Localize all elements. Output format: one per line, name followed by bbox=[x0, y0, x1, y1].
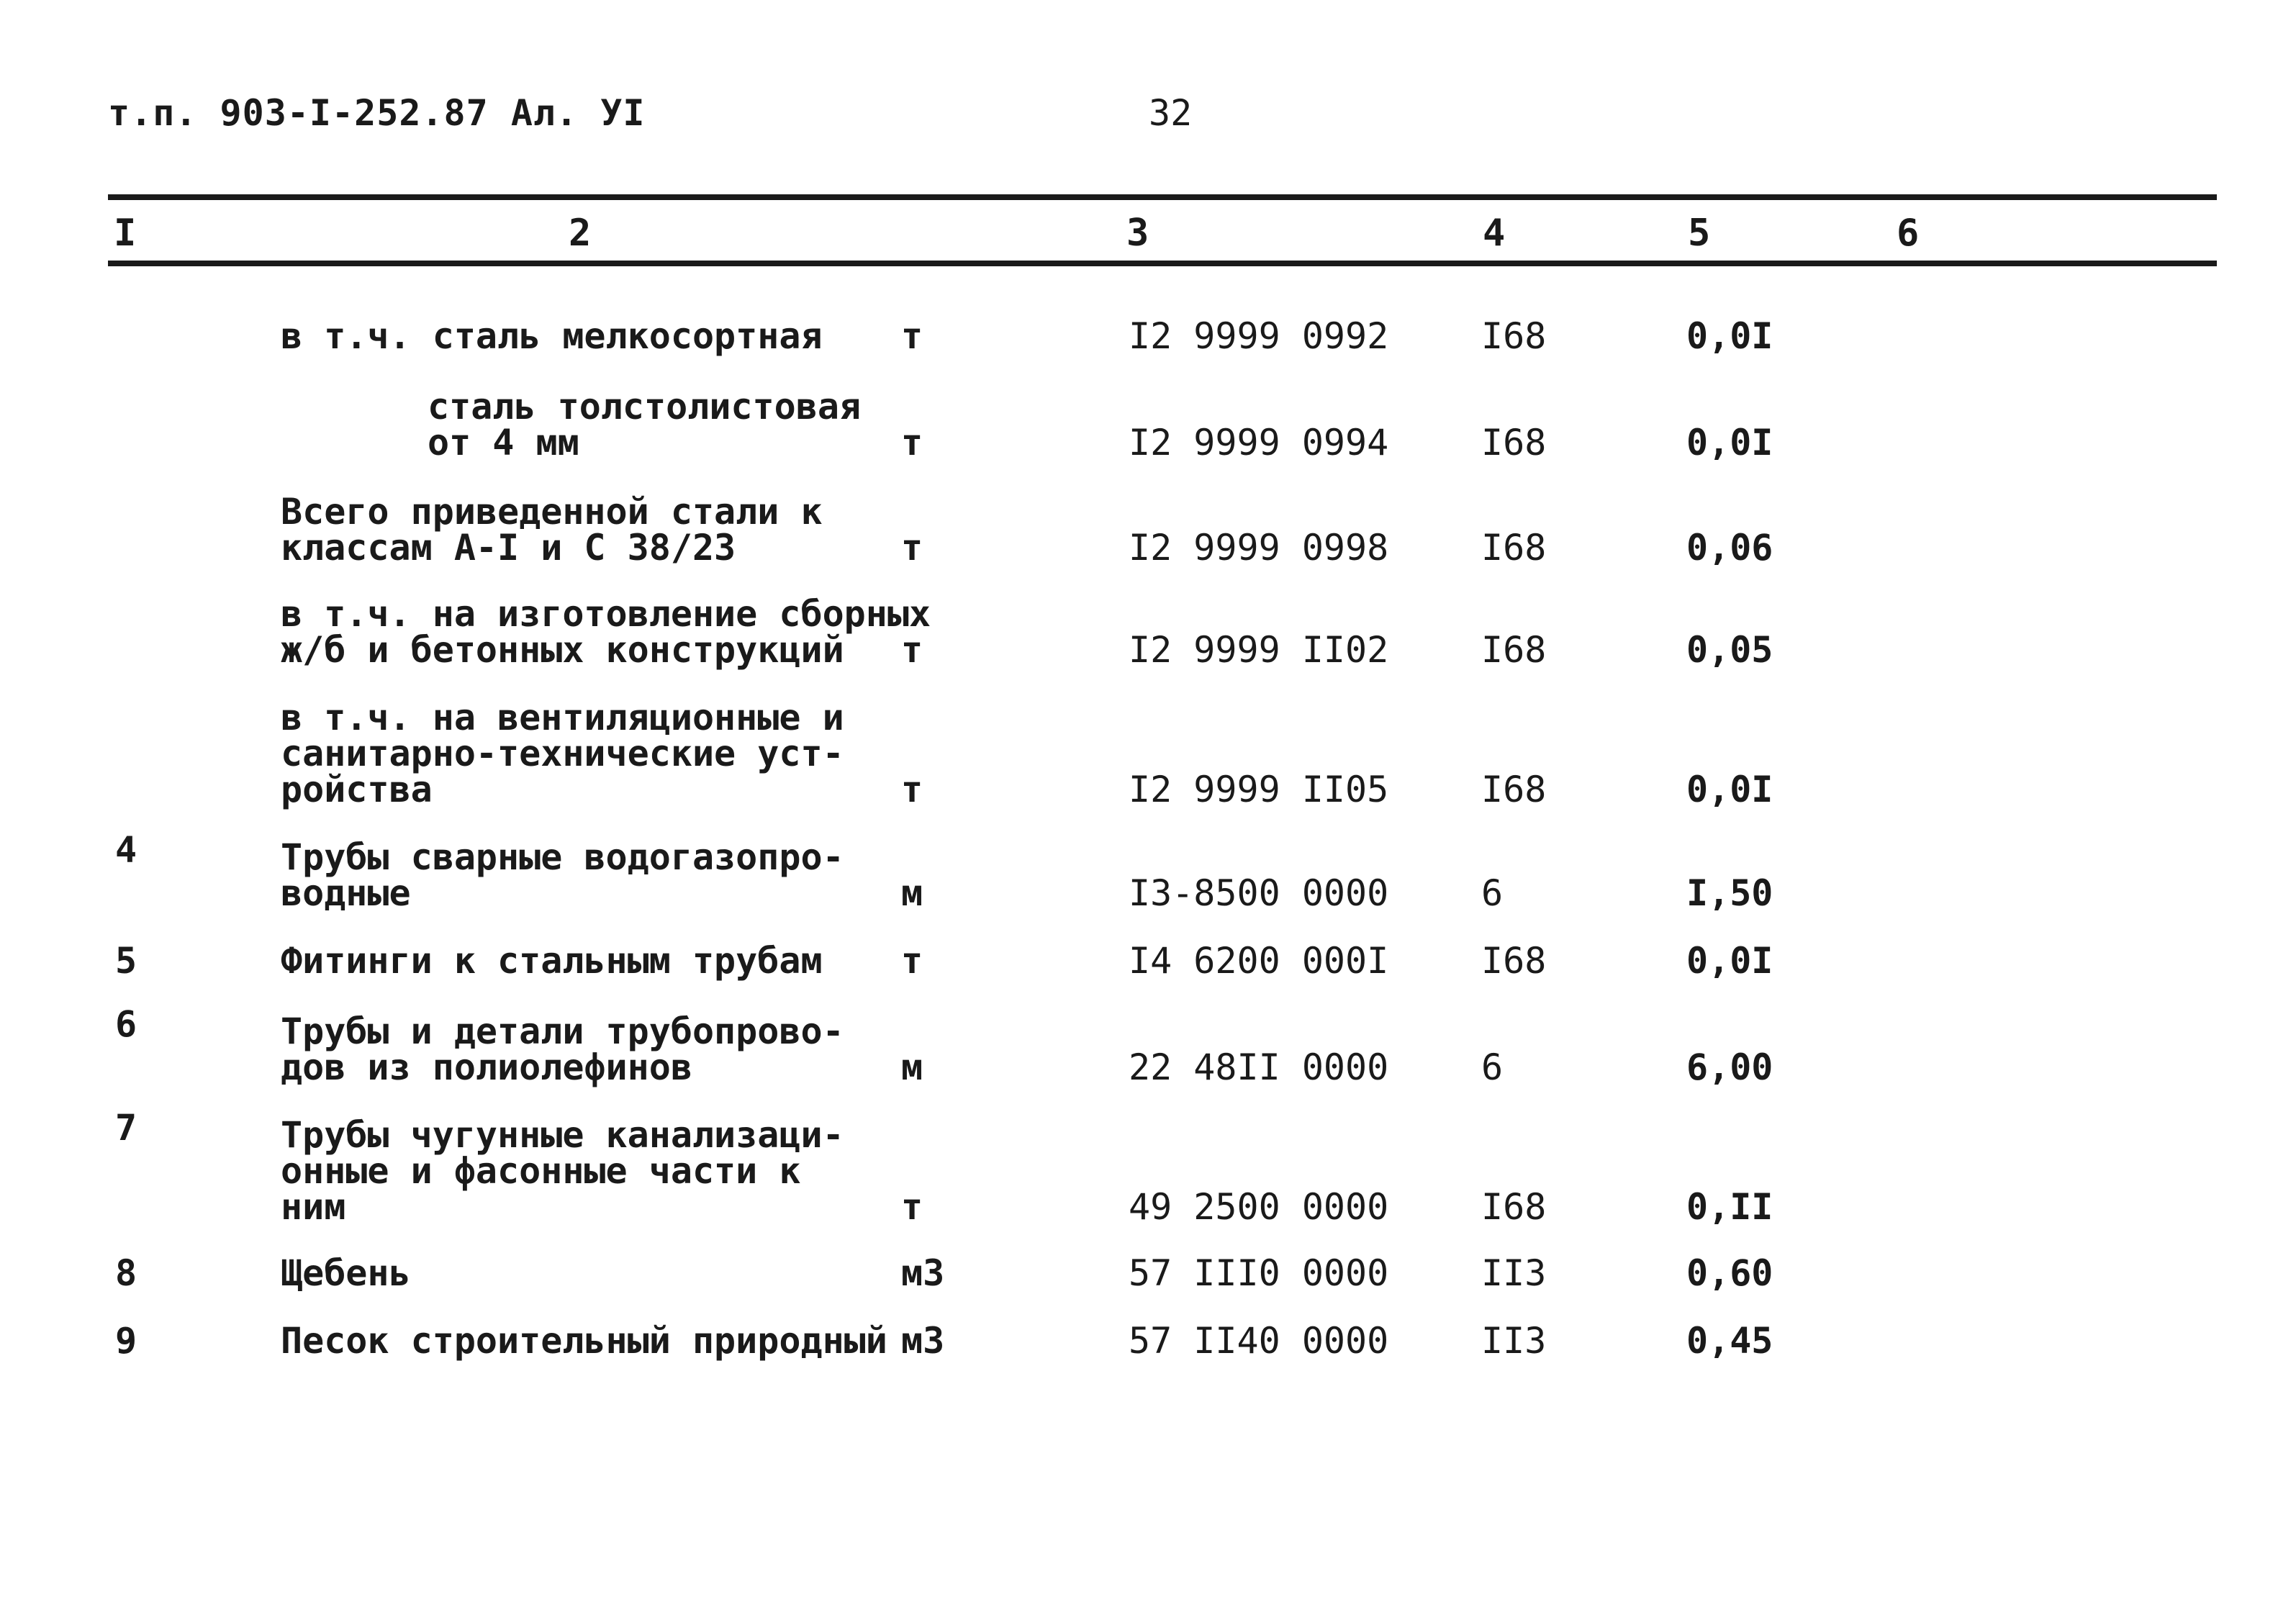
column-header-5: 5 bbox=[1688, 212, 1711, 255]
row-name-line: водные bbox=[281, 872, 411, 914]
row-code: 57 III0 0000 bbox=[1129, 1252, 1389, 1294]
row-unit: м bbox=[901, 872, 923, 914]
row-col5: 6,00 bbox=[1686, 1046, 1773, 1088]
row-col5: 0,45 bbox=[1686, 1320, 1773, 1362]
row-name-line: сталь толстолистовая bbox=[428, 386, 862, 428]
row-name-line: дов из полиолефинов bbox=[281, 1046, 692, 1088]
row-col5: 0,0I bbox=[1686, 940, 1773, 982]
row-name bbox=[281, 1320, 914, 1362]
column-header-4: 4 bbox=[1483, 212, 1506, 255]
table-row bbox=[0, 381, 2296, 461]
row-name bbox=[281, 593, 931, 671]
table-row bbox=[0, 1003, 2296, 1088]
row-name bbox=[281, 1010, 914, 1088]
row-unit: м bbox=[901, 1046, 923, 1088]
row-name bbox=[281, 315, 914, 357]
row-name-line: онные и фасонные части к bbox=[281, 1150, 801, 1192]
row-unit: т bbox=[901, 315, 923, 357]
table-row bbox=[0, 1248, 2296, 1294]
row-number: 6 bbox=[115, 1003, 137, 1045]
row-name-line: классам А-I и С 38/23 bbox=[281, 527, 736, 569]
column-header-2: 2 bbox=[569, 212, 592, 255]
row-name-line: Фитинги к стальным трубам bbox=[281, 940, 823, 982]
column-header-3: 3 bbox=[1126, 212, 1149, 255]
row-name bbox=[281, 491, 914, 569]
row-col5: 0,0I bbox=[1686, 315, 1773, 357]
row-unit: м3 bbox=[901, 1252, 945, 1294]
row-unit: т bbox=[901, 527, 923, 569]
row-name-line: ж/б и бетонных конструкций bbox=[281, 629, 844, 671]
row-name-line: Трубы сварные водогазопро- bbox=[281, 836, 844, 878]
row-col5: 0,60 bbox=[1686, 1252, 1773, 1294]
document-code: т.п. 903-I-252.87 Ал. УI bbox=[108, 92, 646, 134]
row-name-line: от 4 мм bbox=[428, 422, 579, 463]
row-col4: II3 bbox=[1481, 1252, 1547, 1294]
row-code: I2 9999 II02 bbox=[1129, 629, 1389, 671]
row-col4: II3 bbox=[1481, 1320, 1547, 1362]
row-name bbox=[281, 940, 914, 982]
row-code: I2 9999 0992 bbox=[1129, 315, 1389, 357]
row-name bbox=[281, 1114, 914, 1228]
table-header-rule bbox=[108, 261, 2217, 266]
table-row bbox=[0, 487, 2296, 569]
row-name-line: ним bbox=[281, 1186, 346, 1228]
row-unit: т bbox=[901, 769, 923, 810]
row-col4: 6 bbox=[1481, 1046, 1504, 1088]
row-col4: 6 bbox=[1481, 872, 1504, 914]
row-number: 7 bbox=[115, 1107, 137, 1149]
row-unit: т bbox=[901, 1186, 923, 1228]
row-unit: т bbox=[901, 422, 923, 463]
row-code: I2 9999 II05 bbox=[1129, 769, 1389, 810]
row-col4: I68 bbox=[1481, 1186, 1547, 1228]
row-unit: м3 bbox=[901, 1320, 945, 1362]
table-row bbox=[0, 692, 2296, 808]
row-name-line: в т.ч. сталь мелкосортная bbox=[281, 315, 823, 357]
table-row bbox=[0, 936, 2296, 982]
row-col4: I68 bbox=[1481, 527, 1547, 569]
row-name-line: Трубы и детали трубопрово- bbox=[281, 1010, 844, 1052]
page-number: 32 bbox=[1149, 92, 1193, 134]
row-col5: 0,0I bbox=[1686, 769, 1773, 810]
row-code: I3-8500 0000 bbox=[1129, 872, 1389, 914]
row-col5: 0,05 bbox=[1686, 629, 1773, 671]
row-code: I2 9999 0998 bbox=[1129, 527, 1389, 569]
row-col5: 0,06 bbox=[1686, 527, 1773, 569]
row-name-line: санитарно-технические уст- bbox=[281, 733, 844, 774]
row-code: 49 2500 0000 bbox=[1129, 1186, 1389, 1228]
table-top-rule bbox=[108, 194, 2217, 200]
column-header-6: 6 bbox=[1897, 212, 1920, 255]
row-col5: 0,II bbox=[1686, 1186, 1773, 1228]
row-col4: I68 bbox=[1481, 629, 1547, 671]
table-row bbox=[0, 311, 2296, 357]
table-row bbox=[0, 589, 2296, 671]
column-header-1: I bbox=[114, 212, 137, 255]
row-name-line: ройства bbox=[281, 769, 433, 810]
row-name-line: в т.ч. на изготовление сборных bbox=[281, 593, 931, 635]
row-name-line: Щебень bbox=[281, 1252, 411, 1294]
row-number: 4 bbox=[115, 829, 137, 871]
row-name-line: в т.ч. на вентиляционные и bbox=[281, 697, 844, 738]
row-number: 8 bbox=[115, 1252, 137, 1294]
row-name-line: Всего приведенной стали к bbox=[281, 491, 823, 533]
table-row bbox=[0, 829, 2296, 914]
table-row bbox=[0, 1316, 2296, 1362]
row-name bbox=[428, 386, 931, 463]
row-col5: I,50 bbox=[1686, 872, 1773, 914]
row-code: 57 II40 0000 bbox=[1129, 1320, 1389, 1362]
table-row bbox=[0, 1107, 2296, 1228]
row-code: I4 6200 000I bbox=[1129, 940, 1389, 982]
row-col4: I68 bbox=[1481, 940, 1547, 982]
row-name-line: Трубы чугунные канализаци- bbox=[281, 1114, 844, 1156]
row-number: 5 bbox=[115, 940, 137, 982]
row-code: I2 9999 0994 bbox=[1129, 422, 1389, 463]
row-unit: т bbox=[901, 940, 923, 982]
row-unit: т bbox=[901, 629, 923, 671]
row-col4: I68 bbox=[1481, 422, 1547, 463]
row-name-line: Песок строительный природный bbox=[281, 1320, 887, 1362]
row-col4: I68 bbox=[1481, 315, 1547, 357]
row-name bbox=[281, 836, 914, 914]
row-number: 9 bbox=[115, 1320, 137, 1362]
row-col5: 0,0I bbox=[1686, 422, 1773, 463]
row-code: 22 48II 0000 bbox=[1129, 1046, 1389, 1088]
row-name bbox=[281, 1252, 914, 1294]
row-col4: I68 bbox=[1481, 769, 1547, 810]
row-name bbox=[281, 697, 914, 810]
